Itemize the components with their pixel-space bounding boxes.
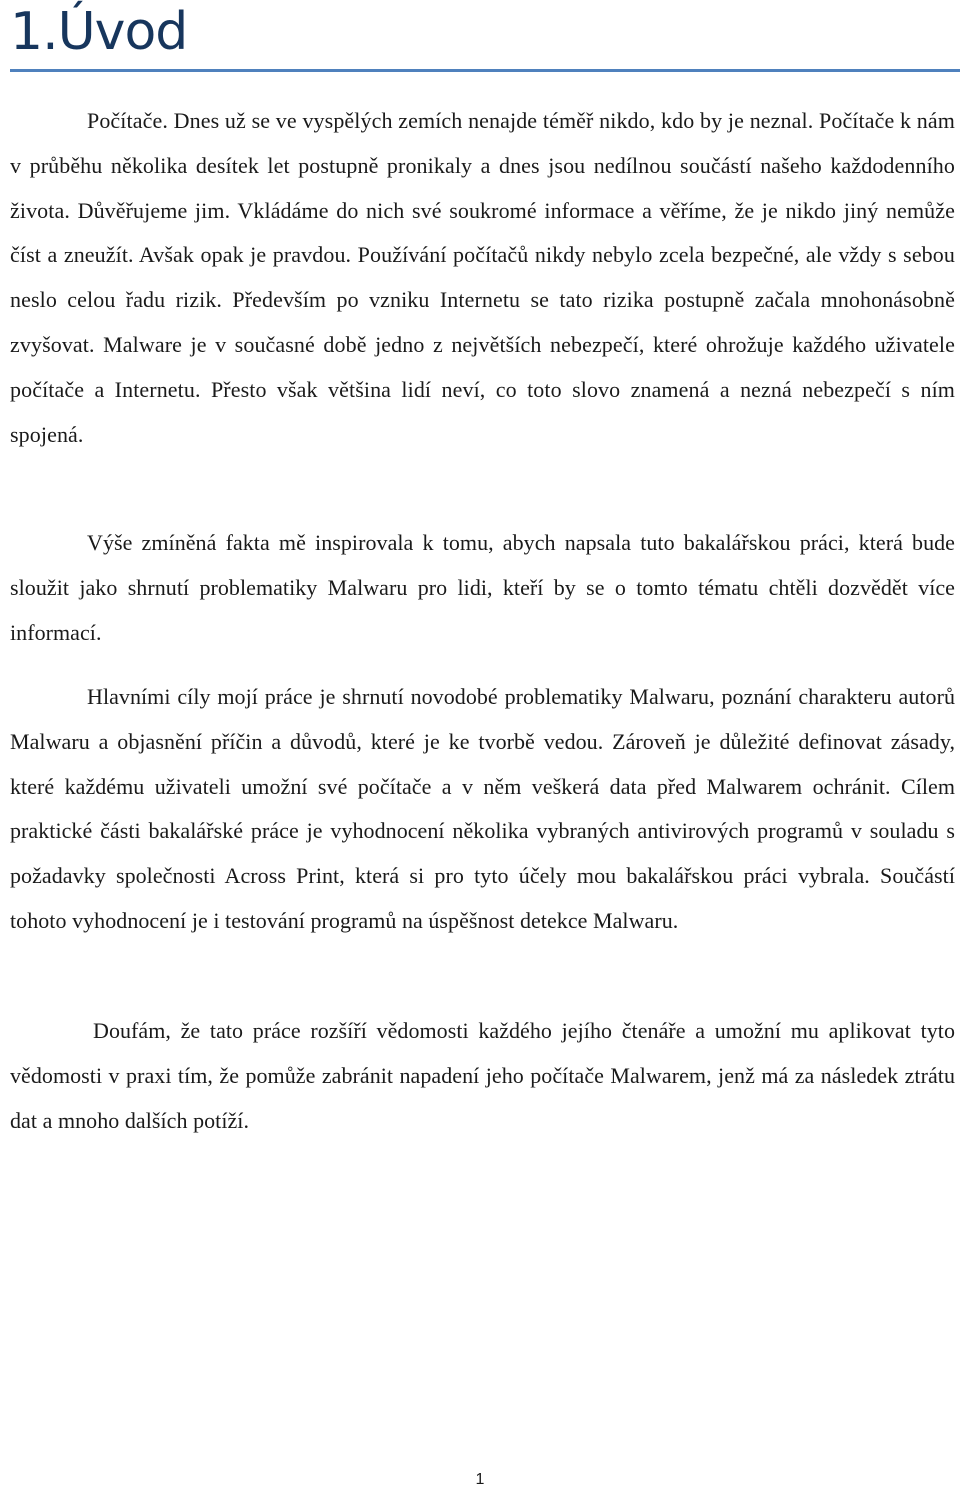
page-number: 1	[475, 1471, 485, 1488]
heading-underline	[10, 69, 960, 72]
paragraph-motivation: Výše zmíněná fakta mě inspirovala k tomu, abych napsala tuto bakalářskou práci, která bude sloužit jako shrnutí problematiky Malwaru pro lidi, kteří by se o tomto tématu chtěli dozvědět více informací.	[10, 530, 955, 645]
chapter-title: 1.Úvod	[10, 2, 188, 62]
paragraph-hope: Doufám, že tato práce rozšíří vědomosti každého jejího čtenáře a umožní mu aplikovat tyto vědomosti v praxi tím, že pomůže zabránit napadení jeho počítače Malwarem, jenž má za následek ztrátu dat a mnoho dalších potíží.	[10, 1018, 955, 1133]
paragraph-intro: Počítače. Dnes už se ve vyspělých zemích nenajde téměř nikdo, kdo by je neznal. Počítače k nám v průběhu několika desítek let postupně pronikaly a dnes jsou nedílnou součástí našeho každodenního života. Důvěřujeme jim. Vkládáme do nich své soukromé informace a věříme, že je nikdo jiný nemůže číst a zneužít. Avšak opak je pravdou. Používání počítačů nikdy nebylo zcela bezpečné, ale vždy s sebou neslo celou řadu rizik. Především po vzniku Internetu se tato rizika postupně začala mnohonásobně zvyšovat. Malware je v současné době jedno z největších nebezpečí, které ohrožuje každého uživatele počítače a Internetu. Přesto však většina lidí neví, co toto slovo znamená a nezná nebezpečí s ním spojená.	[10, 108, 955, 447]
paragraph-goals: Hlavními cíly mojí práce je shrnutí novodobé problematiky Malwaru, poznání charakteru autorů Malwaru a objasnění příčin a důvodů, které je ke tvorbě vedou. Zároveň je důležité definovat zásady, které každému uživateli umožní své počítače a v něm veškerá data před Malwarem ochránit. Cílem praktické části bakalářské práce je vyhodnocení několika vybraných antivirových programů v souladu s požadavky společnosti Across Print, která si pro tyto účely mou bakalářskou práci vybrala. Součástí tohoto vyhodnocení je i testování programů na úspěšnost detekce Malwaru.	[10, 684, 955, 933]
chapter-heading	[10, 0, 960, 72]
